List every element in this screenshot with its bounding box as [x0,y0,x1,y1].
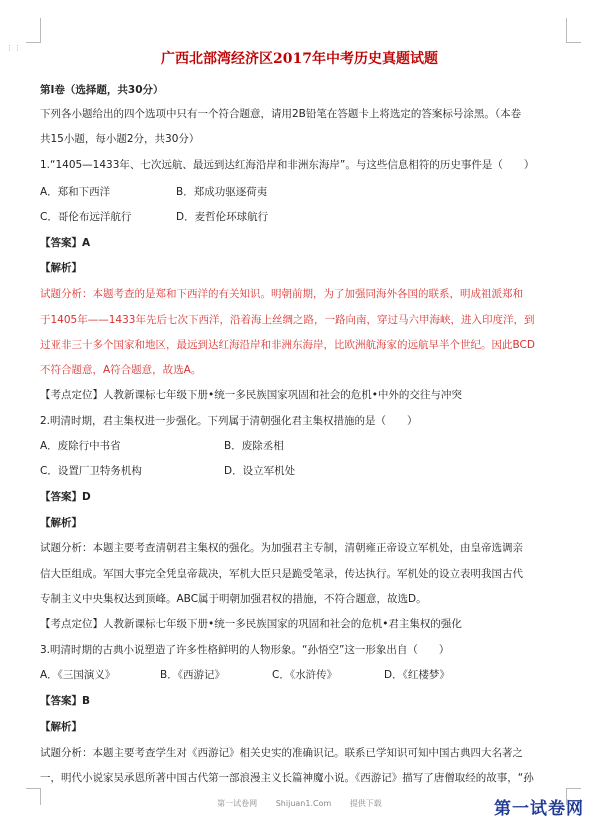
question-1-analysis-line-4: 不符合题意，A符合题意，故选A。 [40,364,202,376]
crop-mark-top-right [566,18,581,43]
question-1-option-c: C．哥伦布远洋航行 [40,211,132,223]
crop-mark-top-left [26,18,41,43]
question-3-option-d: D．《红楼梦》 [384,669,450,681]
question-1-option-d: D．麦哲伦环球航行 [176,211,269,223]
question-1-answer: 【答案】A [40,237,91,249]
question-1-stem: 1.“1405—1433年、七次远航、最远到达红海沿岸和非洲东海岸”。与这些信息相符的历史事件是（ ） [40,159,535,171]
question-2-analysis-line-2: 信大臣组成。军国大事完全凭皇帝裁决，军机大臣只是跪受笔录，传达执行。军机处的设立表明我国古代 [40,568,523,580]
question-3-stem: 3.明清时期的古典小说塑造了许多性格鲜明的人物形象。“孙悟空”这一形象出自（ ） [40,644,450,656]
question-2-analysis-line-3: 专制主义中央集权达到顶峰。ABC属于明朝加强君权的措施，不符合题意，故选D。 [40,593,427,605]
question-2-stem: 2.明清时期，君主集权进一步强化。下列属于清朝强化君主集权措施的是（ ） [40,415,418,427]
document-title: 广西北部湾经济区2017年中考历史真题试题 [161,51,438,67]
question-3-analysis-line-1: 试题分析：本题主要考查学生对《西游记》相关史实的准确识记。联系已学知识可知中国古典四大名著之 [40,747,523,759]
question-1-point: 【考点定位】人教新课标七年级下册•统一多民族国家巩固和社会的危机•中外的交往与冲突 [40,389,462,401]
question-3-analysis-label: 【解析】 [40,721,82,733]
footer-download-text: 提供下载 [349,799,382,808]
question-2-option-a: A．废除行中书省 [40,440,121,452]
question-2-option-c: C．设置厂卫特务机构 [40,465,142,477]
question-3-answer: 【答案】B [40,695,91,707]
question-3-option-a: A．《三国演义》 [40,669,116,681]
question-3-analysis-line-2: 一，明代小说家吴承恩所著中国古代第一部浪漫主义长篇神魔小说。《西游记》描写了唐僧取经的故事，“孙 [40,772,534,784]
question-1-option-b: B．郑成功驱逐荷夷 [176,186,268,198]
question-2-point: 【考点定位】人教新课标七年级下册•统一多民族国家的巩固和社会的危机•君主集权的强化 [40,618,462,630]
question-3-option-c: C．《水浒传》 [272,669,338,681]
drag-handle-icon[interactable]: ⋮⋮ [6,44,22,52]
question-1-analysis-label: 【解析】 [40,262,82,274]
instructions-line-1: 下列各小题给出的四个选项中只有一个符合题意，请用2B铅笔在答题卡上将选定的答案标号涂黑。（本卷 [40,108,522,120]
brand-logo: 第一试卷网 [494,799,584,819]
question-1-analysis-line-1: 试题分析：本题考查的是郑和下西洋的有关知识。明朝前期，为了加强同海外各国的联系，明成祖派郑和 [40,288,523,300]
question-2-option-b: B．废除丞相 [224,440,284,452]
question-3-option-b: B．《西游记》 [160,669,225,681]
footer-site-name: 第一试卷网 [217,799,258,808]
question-2-analysis-line-1: 试题分析：本题主要考查清朝君主集权的强化。为加强君主专制，清朝雍正帝设立军机处，由皇帝选调亲 [40,542,523,554]
instructions-line-2: 共15小题，每小题2分，共30分） [40,133,200,145]
footer-url-link[interactable]: Shijuan1.Com [275,799,332,808]
question-1-option-a: A．郑和下西洋 [40,186,111,198]
question-2-analysis-label: 【解析】 [40,517,82,529]
question-1-analysis-line-3: 过亚非三十多个国家和地区，最远到达红海沿岸和非洲东海岸，比欧洲航海家的远航早半个世纪。因此BCD [40,339,535,351]
question-1-analysis-line-2: 于1405年——1433年先后七次下西洋，沿着海上丝绸之路，一路向南，穿过马六甲海峡，进入印度洋，到 [40,314,535,326]
section-heading: 第Ⅰ卷（选择题，共30分） [40,84,164,96]
question-2-answer: 【答案】D [40,491,91,503]
question-2-option-d: D．设立军机处 [224,465,296,477]
